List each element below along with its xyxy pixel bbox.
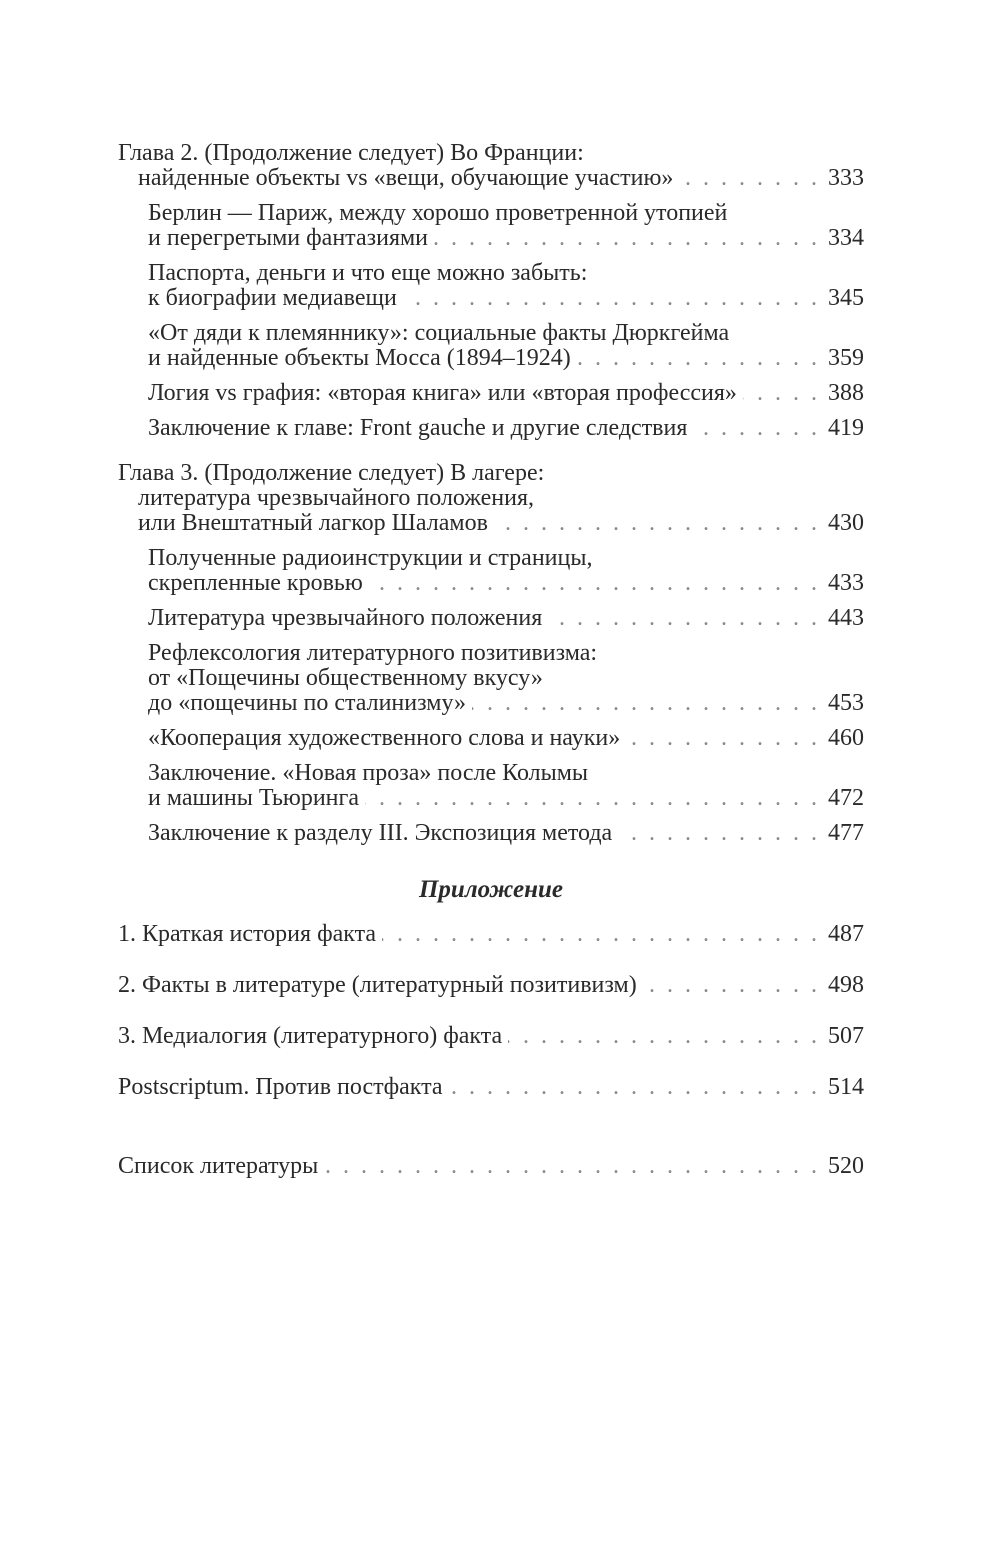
toc-page-number: 487: [828, 921, 864, 947]
dot-leader: [643, 973, 820, 998]
table-of-contents: [118, 141, 864, 1179]
dot-leader: [403, 286, 820, 311]
toc-subsection[interactable]: [118, 641, 864, 716]
dot-leader: [693, 416, 820, 441]
dot-leader: [449, 1075, 820, 1100]
toc-entry-text: Заключение к разделу III. Экспозиция метода: [148, 820, 613, 846]
toc-entry-text: 3. Медиалогия (литературного) факта: [118, 1023, 503, 1049]
toc-page-number: 433: [828, 570, 864, 596]
dot-leader: [494, 511, 820, 536]
toc-subsection[interactable]: [118, 416, 864, 441]
dot-leader: [508, 1024, 820, 1049]
toc-entry-text: Заключение к главе: Front gauche и другие следствия: [148, 415, 688, 441]
toc-appendix-item[interactable]: [118, 973, 864, 998]
toc-subsection[interactable]: [118, 821, 864, 846]
toc-subsection[interactable]: [118, 761, 864, 811]
toc-appendix-item[interactable]: [118, 1075, 864, 1100]
toc-entry-text: 1. Краткая история факта: [118, 921, 377, 947]
toc-entry-text: литература чрезвычайного положения,: [138, 485, 534, 511]
toc-entry-text: к биографии медиавещи: [148, 285, 397, 311]
toc-subsection[interactable]: [118, 201, 864, 251]
toc-entry-text: Postscriptum. Против постфакта: [118, 1074, 443, 1100]
toc-page-number: 453: [828, 690, 864, 716]
toc-subsection[interactable]: [118, 726, 864, 751]
toc-entry-text: Рефлексология литературного позитивизма:: [148, 640, 598, 666]
toc-chapter-3[interactable]: [118, 461, 864, 536]
toc-appendix-item[interactable]: [118, 1024, 864, 1049]
toc-page-number: 460: [828, 725, 864, 751]
toc-entry-text: 2. Факты в литературе (литературный позитивизм): [118, 972, 637, 998]
toc-entry-text: Паспорта, деньги и что еще можно забыть:: [148, 260, 588, 286]
dot-leader: [434, 226, 820, 251]
toc-subsection[interactable]: [118, 606, 864, 631]
dot-leader: [618, 821, 820, 846]
dot-leader: [472, 691, 820, 716]
toc-page-number: 345: [828, 285, 864, 311]
dot-leader: [743, 381, 820, 406]
toc-subsection[interactable]: [118, 546, 864, 596]
dot-leader: [679, 166, 820, 191]
toc-page-number: 520: [828, 1153, 864, 1179]
toc-page-number: 388: [828, 380, 864, 406]
toc-page-number: 333: [828, 165, 864, 191]
toc-page-number: 507: [828, 1023, 864, 1049]
dot-leader: [626, 726, 820, 751]
toc-entry-text: Полученные радиоинструкции и страницы,: [148, 545, 593, 571]
toc-entry-text: до «пощечины по сталинизму»: [148, 690, 467, 716]
toc-entry-text: Глава 3. (Продолжение следует) В лагере:: [118, 460, 545, 486]
toc-page-number: 359: [828, 345, 864, 371]
toc-page-number: 419: [828, 415, 864, 441]
toc-entry-text: Глава 2. (Продолжение следует) Во Франции:: [118, 140, 584, 166]
toc-entry-text: Берлин — Париж, между хорошо проветренной утопией: [148, 200, 728, 226]
toc-entry-text: «От дяди к племяннику»: социальные факты Дюркгейма: [148, 320, 730, 346]
toc-page-number: 514: [828, 1074, 864, 1100]
toc-entry-text: «Кооперация художественного слова и науки»: [148, 725, 621, 751]
dot-leader: [382, 922, 820, 947]
toc-page-number: 334: [828, 225, 864, 251]
toc-entry-text: найденные объекты vs «вещи, обучающие участию»: [138, 165, 674, 191]
toc-entry-text: и машины Тьюринга: [148, 785, 360, 811]
toc-entry-text: Список литературы: [118, 1153, 319, 1179]
toc-entry-text: Заключение. «Новая проза» после Колымы: [148, 760, 589, 786]
toc-entry-text: и найденные объекты Мосса (1894–1924): [148, 345, 571, 371]
toc-subsection[interactable]: [118, 381, 864, 406]
dot-leader: [577, 346, 820, 371]
toc-appendix-item[interactable]: [118, 922, 864, 947]
toc-page-number: 472: [828, 785, 864, 811]
toc-entry-text: Литература чрезвычайного положения: [148, 605, 543, 631]
dot-leader: [369, 571, 820, 596]
toc-page-number: 498: [828, 972, 864, 998]
toc-entry-text: или Внештатный лагкор Шаламов: [138, 510, 488, 536]
dot-leader: [324, 1154, 820, 1179]
toc-entry-text: от «Пощечины общественному вкусу»: [148, 665, 543, 691]
toc-page-number: 477: [828, 820, 864, 846]
toc-bibliography[interactable]: [118, 1154, 864, 1179]
dot-leader: [548, 606, 820, 631]
toc-chapter-2[interactable]: [118, 141, 864, 191]
toc-entry-text: Логия vs графия: «вторая книга» или «вторая профессия»: [148, 380, 737, 406]
toc-entry-text: скрепленные кровью: [148, 570, 363, 596]
toc-subsection[interactable]: [118, 261, 864, 311]
toc-page-number: 443: [828, 605, 864, 631]
toc-page-number: 430: [828, 510, 864, 536]
toc-entry-text: и перегретыми фантазиями: [148, 225, 429, 251]
appendix-heading: Приложение: [418, 876, 563, 903]
toc-subsection[interactable]: [118, 321, 864, 371]
dot-leader: [365, 786, 820, 811]
